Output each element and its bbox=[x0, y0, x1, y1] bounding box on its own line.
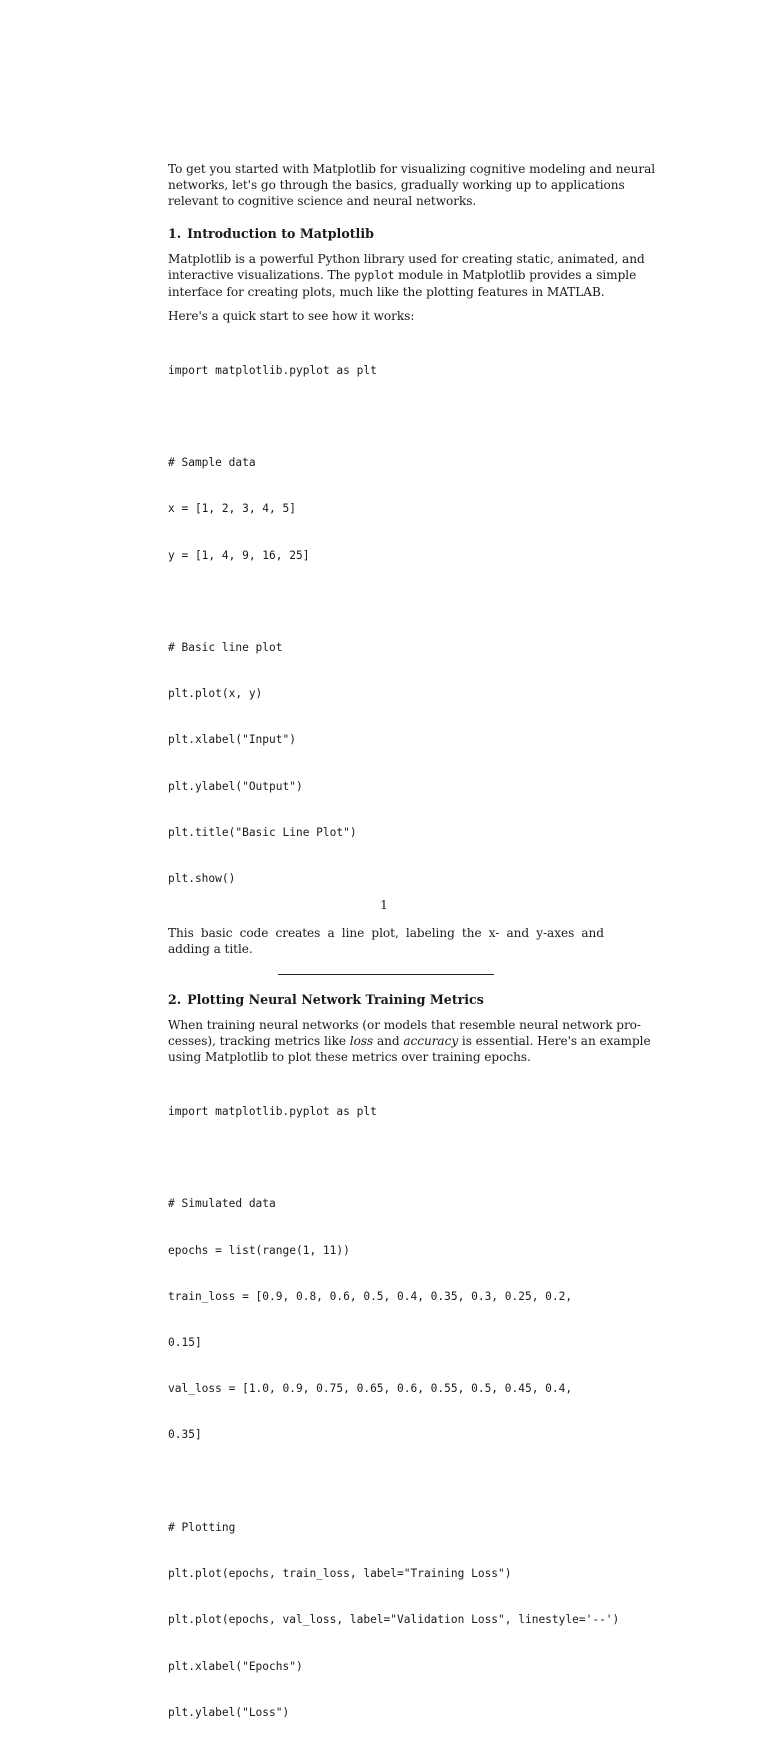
code-line: # Simulated data bbox=[168, 1197, 276, 1211]
code-block-2 bbox=[168, 1073, 620, 1751]
code-line: train_loss = [0.9, 0.8, 0.6, 0.5, 0.4, 0.35, 0.3, 0.25, 0.2, bbox=[168, 1289, 573, 1303]
section-1-title: Introduction to Matplotlib bbox=[187, 226, 374, 241]
code-line: plt.plot(epochs, val_loss, label="Validation Loss", linestyle='--') bbox=[168, 1613, 620, 1627]
intro-line: relevant to cognitive science and neural networks. bbox=[168, 194, 477, 208]
section-1-summary: This basic code creates a line plot, labeling the x- and y-axes and adding a title. bbox=[168, 926, 604, 957]
code-line: x = [1, 2, 3, 4, 5] bbox=[168, 502, 296, 516]
text-run: is essential. Here's an example bbox=[458, 1034, 651, 1049]
code-line: 0.35] bbox=[168, 1428, 202, 1442]
quick-start-text: Here's a quick start to see how it works: bbox=[168, 309, 415, 323]
code-line: plt.ylabel("Output") bbox=[168, 779, 303, 793]
page-number: 1 bbox=[380, 898, 388, 912]
code-line bbox=[168, 1474, 604, 1489]
code-line bbox=[168, 594, 604, 609]
code-line: plt.title("Basic Line Plot") bbox=[168, 825, 357, 839]
code-line: import matplotlib.pyplot as plt bbox=[168, 1105, 377, 1119]
section-1-line bbox=[168, 267, 637, 284]
text-run: interactive visualizations. The bbox=[168, 268, 355, 282]
code-line: y = [1, 4, 9, 16, 25] bbox=[168, 548, 310, 562]
section-divider bbox=[278, 974, 494, 975]
code-line: # Sample data bbox=[168, 456, 256, 470]
code-block-1 bbox=[168, 332, 604, 917]
section-1-paragraph bbox=[168, 251, 645, 300]
inline-code-pyplot: pyplot bbox=[354, 269, 395, 282]
section-1-heading bbox=[168, 226, 604, 242]
code-line: epochs = list(range(1, 11)) bbox=[168, 1243, 350, 1257]
section-2-title: Plotting Neural Network Training Metrics bbox=[187, 992, 484, 1008]
text-run: and bbox=[373, 1034, 404, 1049]
section-1-line: Matplotlib is a powerful Python library used for creating static, animated, and bbox=[168, 252, 645, 266]
section-2-line: When training neural networks (or models that resemble neural network pro- bbox=[168, 1018, 641, 1033]
section-2-line bbox=[168, 1033, 651, 1049]
code-line: val_loss = [1.0, 0.9, 0.75, 0.65, 0.6, 0.55, 0.5, 0.45, 0.4, bbox=[168, 1382, 573, 1396]
code-line: # Basic line plot bbox=[168, 641, 283, 655]
code-line: plt.plot(x, y) bbox=[168, 687, 263, 701]
code-line bbox=[168, 409, 604, 424]
code-line bbox=[168, 1150, 604, 1165]
section-2-line: using Matplotlib to plot these metrics over training epochs. bbox=[168, 1050, 531, 1065]
section-2-heading bbox=[168, 992, 604, 1008]
text-run: cesses), tracking metrics like bbox=[168, 1034, 350, 1049]
intro-line: To get you started with Matplotlib for visualizing cognitive modeling and neural bbox=[168, 162, 656, 176]
code-line: import matplotlib.pyplot as plt bbox=[168, 363, 377, 377]
code-line: # Plotting bbox=[168, 1520, 236, 1534]
code-line: plt.xlabel("Input") bbox=[168, 733, 296, 747]
intro-paragraph bbox=[168, 161, 656, 209]
emphasis-loss: loss bbox=[349, 1034, 374, 1049]
code-line: plt.show() bbox=[168, 872, 236, 886]
emphasis-accuracy: accuracy bbox=[403, 1034, 459, 1049]
code-line: plt.plot(epochs, train_loss, label="Training Loss") bbox=[168, 1567, 512, 1581]
text-run: module in Matplotlib provides a simple bbox=[394, 268, 637, 282]
section-1-number: 1. bbox=[168, 226, 182, 241]
intro-line: networks, let's go through the basics, gradually working up to applications bbox=[168, 178, 625, 192]
section-1-line: interface for creating plots, much like the plotting features in MATLAB. bbox=[168, 285, 605, 299]
document-page bbox=[168, 161, 656, 1759]
section-2-paragraph bbox=[168, 1017, 651, 1065]
section-2-number: 2. bbox=[168, 992, 182, 1008]
code-line: plt.xlabel("Epochs") bbox=[168, 1659, 303, 1673]
code-line: 0.15] bbox=[168, 1336, 202, 1350]
code-line: plt.ylabel("Loss") bbox=[168, 1705, 290, 1719]
